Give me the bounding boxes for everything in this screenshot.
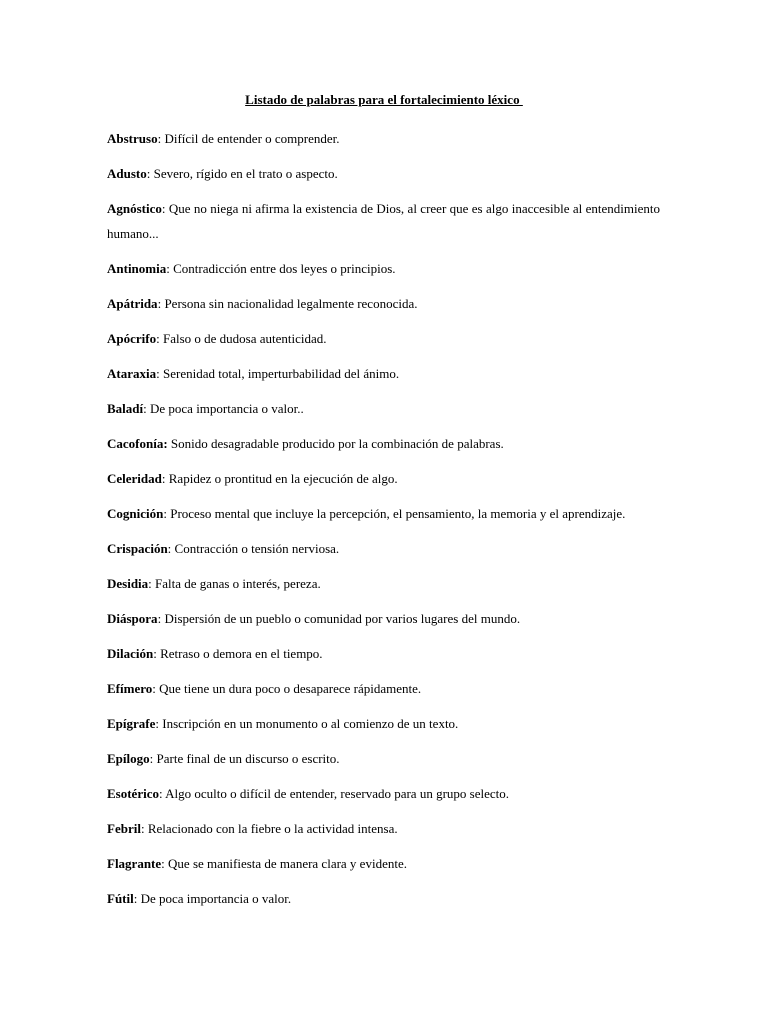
word-term: Ataraxia: [107, 366, 157, 381]
word-entry: [107, 256, 660, 281]
word-term: Baladí: [107, 401, 144, 416]
document-title: Listado de palabras para el fortalecimiento léxico: [245, 92, 523, 107]
term-separator: :: [166, 261, 174, 276]
word-entry: [107, 606, 660, 631]
word-term: Adusto: [107, 166, 147, 181]
word-term: Apócrifo: [107, 331, 157, 346]
term-separator: :: [149, 751, 157, 766]
word-entry: [107, 326, 660, 351]
term-separator: :: [163, 506, 171, 521]
word-definition: Algo oculto o difícil de entender, reservado para un grupo selecto.: [165, 786, 509, 801]
word-entry: [107, 851, 660, 876]
term-separator: :: [156, 331, 163, 346]
word-definition: Serenidad total, imperturbabilidad del ánimo.: [162, 366, 400, 381]
word-term: Celeridad: [107, 471, 162, 486]
word-term: Cacofonía:: [107, 436, 168, 451]
term-separator: :: [161, 856, 169, 871]
word-entry: [107, 161, 660, 186]
word-definition: Difícil de entender o comprender.: [164, 131, 340, 146]
word-entry: [107, 291, 660, 316]
word-definition: Que se manifiesta de manera clara y evidente.: [168, 856, 407, 871]
word-term: Diáspora: [107, 611, 158, 626]
word-term: Efímero: [107, 681, 153, 696]
term-separator: :: [158, 786, 166, 801]
term-separator: :: [153, 646, 161, 661]
term-separator: :: [140, 821, 148, 836]
term-separator: :: [157, 296, 165, 311]
word-definition: Contracción o tensión nerviosa.: [174, 541, 340, 556]
term-separator: :: [167, 541, 175, 556]
term-separator: :: [148, 576, 156, 591]
word-entry: [107, 676, 660, 701]
word-definition: Inscripción en un monumento o al comienzo de un texto.: [162, 716, 459, 731]
term-separator: :: [146, 166, 154, 181]
term-separator: :: [143, 401, 150, 416]
word-entry: [107, 431, 660, 456]
word-term: Febril: [107, 821, 141, 836]
word-term: Abstruso: [107, 131, 158, 146]
word-definition: Severo, rígido en el trato o aspecto.: [153, 166, 338, 181]
word-term: Flagrante: [107, 856, 162, 871]
word-entry: [107, 571, 660, 596]
word-definition: Sonido desagradable producido por la combinación de palabras.: [170, 436, 504, 451]
word-definition: Persona sin nacionalidad legalmente reconocida.: [164, 296, 418, 311]
word-entry: [107, 396, 660, 421]
word-definition: Dispersión de un pueblo o comunidad por varios lugares del mundo.: [164, 611, 521, 626]
word-entry: [107, 886, 660, 911]
word-entry: [107, 641, 660, 666]
word-term: Epílogo: [107, 751, 150, 766]
word-list: [107, 126, 660, 921]
word-term: Esotérico: [107, 786, 159, 801]
word-definition: De poca importancia o valor.: [140, 891, 292, 906]
word-term: Antinomia: [107, 261, 167, 276]
term-separator: :: [157, 131, 165, 146]
word-term: Desidia: [107, 576, 149, 591]
word-definition: Rapidez o prontitud en la ejecución de algo.: [168, 471, 398, 486]
term-separator: :: [161, 471, 169, 486]
word-term: Agnóstico: [107, 201, 162, 216]
word-definition: Proceso mental que incluye la percepción, el pensamiento, la memoria y el aprendizaje.: [170, 506, 626, 521]
word-definition: Contradicción entre dos leyes o principios.: [173, 261, 396, 276]
word-entry: [107, 816, 660, 841]
word-entry: [107, 126, 660, 151]
term-separator: :: [161, 201, 169, 216]
word-definition: Parte final de un discurso o escrito.: [156, 751, 340, 766]
word-term: Crispación: [107, 541, 168, 556]
word-definition: Que tiene un dura poco o desaparece rápidamente.: [159, 681, 422, 696]
term-separator: :: [152, 681, 160, 696]
word-definition: Que no niega ni afirma la existencia de Dios, al creer que es algo inaccesible al entendimiento humano...: [107, 201, 660, 241]
word-term: Cognición: [107, 506, 164, 521]
word-entry: [107, 501, 660, 526]
word-entry: [107, 361, 660, 386]
term-separator: :: [155, 716, 163, 731]
word-term: Apátrida: [107, 296, 158, 311]
word-term: Epígrafe: [107, 716, 156, 731]
word-entry: [107, 746, 660, 771]
term-separator: :: [133, 891, 141, 906]
word-entry: [107, 711, 660, 736]
word-term: Dilación: [107, 646, 154, 661]
word-definition: Retraso o demora en el tiempo.: [160, 646, 323, 661]
word-entry: [107, 781, 660, 806]
term-separator: :: [157, 611, 165, 626]
word-definition: Relacionado con la fiebre o la actividad intensa.: [147, 821, 398, 836]
word-definition: Falso o de dudosa autenticidad.: [162, 331, 327, 346]
word-entry: [107, 466, 660, 491]
word-entry: [107, 196, 660, 246]
word-entry: [107, 536, 660, 561]
term-separator: :: [156, 366, 163, 381]
word-definition: Falta de ganas o interés, pereza.: [155, 576, 321, 591]
word-definition: De poca importancia o valor..: [150, 401, 304, 416]
word-term: Fútil: [107, 891, 134, 906]
